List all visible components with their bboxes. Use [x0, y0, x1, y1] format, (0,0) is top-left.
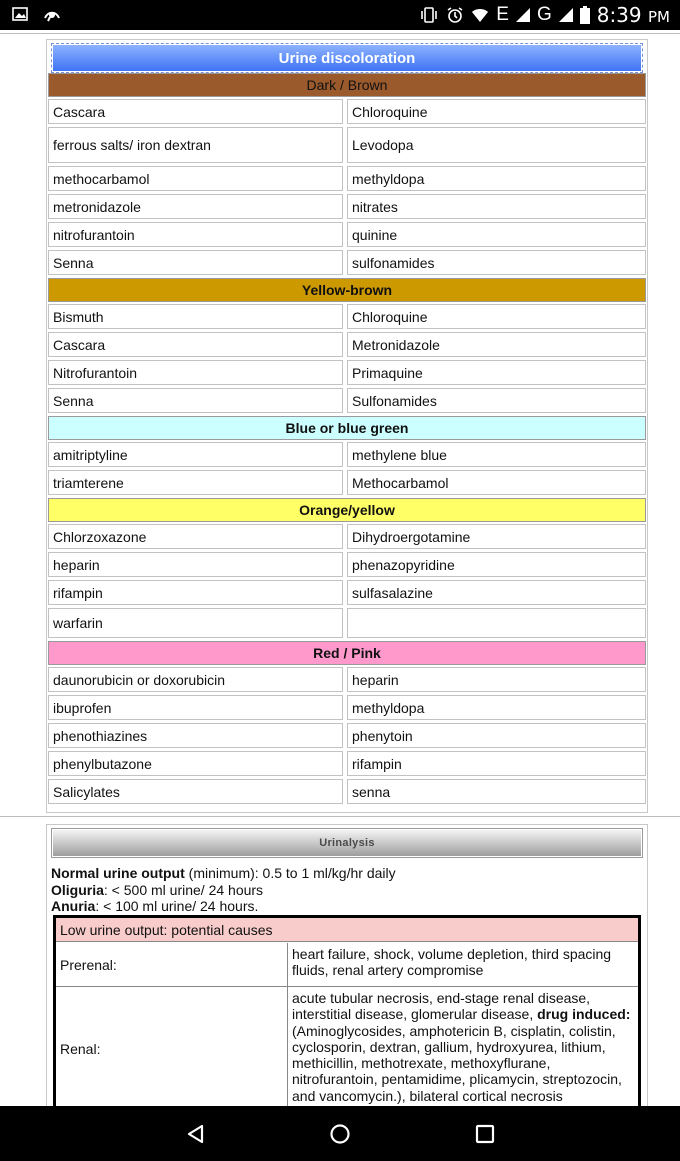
anuria-line: [51, 898, 396, 915]
table-cell: sulfonamides: [347, 250, 646, 275]
cast-icon: [42, 6, 62, 22]
table-cell: Metronidazole: [347, 332, 646, 357]
battery-icon: [580, 6, 590, 24]
gallery-icon: [12, 6, 28, 22]
table-cell: Senna: [48, 250, 343, 275]
table-cell: Chlorzoxazone: [48, 524, 343, 549]
section-header: Red / Pink: [48, 641, 646, 665]
navigation-bar: [0, 1106, 680, 1161]
status-bar: [0, 0, 680, 30]
table-cell: Chloroquine: [347, 99, 646, 124]
urine-discoloration-table: [46, 39, 648, 813]
oliguria-line: [51, 882, 396, 899]
renal-text-part2: (Aminoglycosides, amphotericin B, cisplatin, colistin, cyclosporin, dextran, gallium, hydroxyurea, lithium, methicillin, methotrexate, methoxyflurane, nitrofurantoin, pentamidime, plicamycin, streptozocin, and vancomycin.), bilateral cortical necrosis: [292, 1022, 622, 1104]
low-output-causes-table: [53, 915, 641, 1131]
prerenal-text: heart failure, shock, volume depletion, third spacing fluids, renal artery compromise: [292, 946, 612, 979]
table-title-bar: [51, 43, 643, 73]
recents-icon: [474, 1123, 496, 1145]
table-cell: Salicylates: [48, 779, 343, 804]
table-cell: sulfasalazine: [347, 580, 646, 605]
home-icon: [329, 1123, 351, 1145]
renal-drug-label: drug induced:: [537, 1006, 631, 1023]
section-header: Yellow-brown: [48, 278, 646, 302]
table-cell: rifampin: [347, 751, 646, 776]
table-cell: Primaquine: [347, 360, 646, 385]
network-type-g: G: [536, 4, 552, 25]
table-cell: methyldopa: [347, 166, 646, 191]
table-cell: Bismuth: [48, 304, 343, 329]
table-cell: [347, 608, 646, 638]
section-header: Blue or blue green: [48, 416, 646, 440]
renal-text-part1: acute tubular necrosis, end-stage renal disease, interstitial disease, glomerular disease,: [292, 990, 591, 1023]
wifi-icon: [471, 7, 489, 23]
normal-output-label: Normal urine output: [51, 865, 185, 881]
table-cell: Cascara: [48, 99, 343, 124]
causes-header: Low urine output: potential causes: [56, 918, 638, 942]
urinalysis-title: Urinalysis: [53, 830, 641, 856]
oliguria-text: : < 500 ml urine/ 24 hours: [103, 881, 264, 898]
table-cell: Senna: [48, 388, 343, 413]
table-cell: methyldopa: [347, 695, 646, 720]
vibrate-icon: [419, 6, 439, 24]
table-cell: ibuprofen: [48, 695, 343, 720]
table-cell: Methocarbamol: [347, 470, 646, 495]
normal-output-text: (minimum): 0.5 to 1 ml/kg/hr daily: [184, 865, 396, 881]
renal-label: Renal:: [56, 987, 288, 1127]
section-header: Dark / Brown: [48, 73, 646, 97]
clock: 8:39 PM: [596, 3, 670, 27]
anuria-text: : < 100 ml urine/ 24 hours.: [95, 898, 259, 914]
table-cell: phenytoin: [347, 723, 646, 748]
normal-output-line: [51, 865, 396, 882]
urinalysis-title-bar: [51, 828, 643, 858]
prerenal-row: [56, 943, 638, 987]
urinalysis-table: [46, 824, 648, 1116]
table-cell: methylene blue: [347, 442, 646, 467]
prerenal-label: Prerenal:: [56, 943, 288, 986]
oliguria-label: Oliguria: [51, 881, 104, 898]
table-cell: methocarbamol: [48, 166, 343, 191]
table-cell: amitriptyline: [48, 442, 343, 467]
section-header: Orange/yellow: [48, 498, 646, 522]
table-cell: senna: [347, 779, 646, 804]
table-cell: ferrous salts/ iron dextran: [48, 127, 343, 163]
signal-icon-2: [559, 8, 573, 22]
table-cell: Levodopa: [347, 127, 646, 163]
table-cell: heparin: [48, 552, 343, 577]
back-button[interactable]: [183, 1121, 209, 1147]
divider: [0, 33, 680, 34]
back-icon: [185, 1123, 207, 1145]
table-cell: warfarin: [48, 608, 343, 638]
divider: [0, 816, 680, 817]
table-cell: Chloroquine: [347, 304, 646, 329]
table-cell: heparin: [347, 667, 646, 692]
table-cell: Sulfonamides: [347, 388, 646, 413]
table-cell: metronidazole: [48, 194, 343, 219]
table-cell: Dihydroergotamine: [347, 524, 646, 549]
table-cell: phenothiazines: [48, 723, 343, 748]
anuria-label: Anuria: [51, 898, 96, 914]
renal-text: [292, 990, 634, 1104]
home-button[interactable]: [327, 1121, 353, 1147]
urine-output-definitions: [51, 865, 396, 915]
table-cell: nitrofurantoin: [48, 222, 343, 247]
table-cell: Nitrofurantoin: [48, 360, 343, 385]
table-cell: daunorubicin or doxorubicin: [48, 667, 343, 692]
signal-icon: [516, 8, 530, 22]
table-cell: phenazopyridine: [347, 552, 646, 577]
recents-button[interactable]: [472, 1121, 498, 1147]
network-type-e: E: [496, 4, 509, 25]
table-cell: triamterene: [48, 470, 343, 495]
table-cell: quinine: [347, 222, 646, 247]
table-cell: nitrates: [347, 194, 646, 219]
table-cell: rifampin: [48, 580, 343, 605]
alarm-icon: [446, 6, 464, 24]
table-cell: Cascara: [48, 332, 343, 357]
table-cell: phenylbutazone: [48, 751, 343, 776]
table-title: Urine discoloration: [53, 45, 641, 71]
